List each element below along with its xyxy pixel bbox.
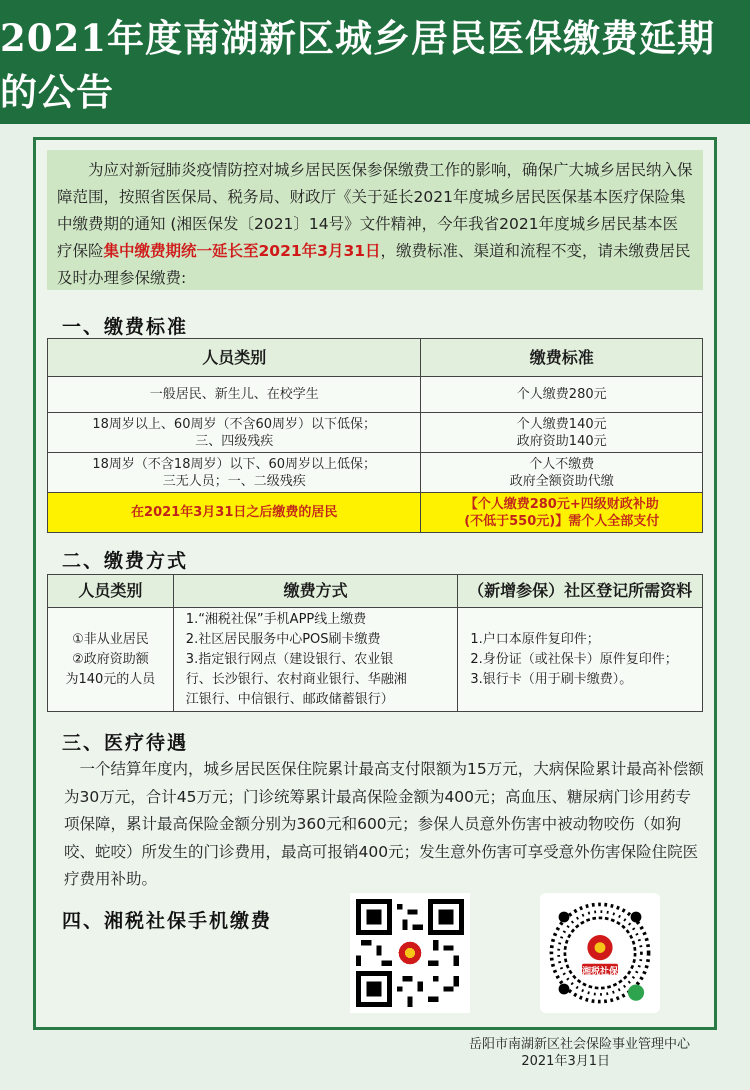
miniprogram-label: 湘税社保 xyxy=(581,967,618,977)
table-header: 缴费方式 xyxy=(173,575,458,608)
standard-cell: 个人缴费140元 政府资助140元 xyxy=(421,413,703,453)
table-header: （新增参保）社区登记所需资料 xyxy=(458,575,703,608)
footer xyxy=(390,1036,690,1070)
intro-paragraph xyxy=(47,150,703,290)
section2-heading: 二、缴费方式 xyxy=(62,550,189,572)
section4-heading: 四、湘税社保手机缴费 xyxy=(62,910,273,932)
table-row xyxy=(48,453,703,493)
category-cell: 18周岁以上、60周岁（不含60周岁）以下低保； 三、四级残疾 xyxy=(48,413,421,453)
fee-standard-table xyxy=(47,338,703,533)
table-header: 缴费标准 xyxy=(421,339,703,377)
intro-text: 为应对新冠肺炎疫情防控对城乡居民医保参保缴费工作的影响，确保广大城乡居民纳入保障范围，按照省医保局、税务局、财政厅《关于延长2021年度城乡居民医保基本医疗保险集中缴费期的通知 (湘医保发〔2021〕14号》文件精神，今年我省2021年度城乡居民基本医疗保险 xyxy=(57,161,693,260)
methods-cell: 1.“湘税社保”手机APP线上缴费 2.社区居民服务中心POS刷卡缴费 3.指定银行网点（建设银行、农业银 行、长沙银行、农村商业银行、华融湘 江银行、中信银行、邮政储蓄银行） xyxy=(173,608,458,712)
standard-cell: 个人不缴费 政府全额资助代缴 xyxy=(421,453,703,493)
standard-cell: 【个人缴费280元+四级财政补助 (不低于550元)】需个人全部支付 xyxy=(421,493,703,533)
table-header: 人员类别 xyxy=(48,575,174,608)
table-row xyxy=(48,377,703,413)
intro-text-end: ，缴费标准、渠道和流程不变，请未缴费居民及时办理参保缴费: xyxy=(57,242,691,287)
category-cell: 一般居民、新生儿、在校学生 xyxy=(48,377,421,413)
page-title: 2021年度南湖新区城乡居民医保缴费延期的公告 xyxy=(0,16,715,114)
category-cell: 18周岁（不含18周岁）以下、60周岁以上低保； 三无人员；一、二级残疾 xyxy=(48,453,421,493)
section3-paragraph: 一个结算年度内，城乡居民医保住院累计最高支付限额为15万元，大病保险累计最高补偿额为30万元，合计45万元；门诊统筹累计最高保险金额为400元；高血压、糖尿病门诊用药专项保障，累计最高保险金额分别为360元和600元；参保人员意外伤害中被动物咬伤（如狗咬、蛇咬）所发生的门诊费用，最高可报销400元；发生意外伤害可享受意外伤害保险住院医疗费用补助。 xyxy=(64,760,704,888)
issue-date: 2021年3月1日 xyxy=(521,1054,610,1069)
table-header: 人员类别 xyxy=(48,339,421,377)
title-banner xyxy=(0,0,750,124)
table-header-row xyxy=(48,339,703,377)
table-header-row xyxy=(48,575,703,608)
miniprogram-code-icon[interactable] xyxy=(540,893,660,1013)
payment-method-table xyxy=(47,574,703,712)
category-cell: ①非从业居民 ②政府资助额 为140元的人员 xyxy=(48,608,174,712)
section1-heading: 一、缴费标准 xyxy=(62,316,189,338)
materials-cell: 1.户口本原件复印件； 2.身份证（或社保卡）原件复印件； 3.银行卡（用于刷卡缴费）。 xyxy=(458,608,703,712)
issuing-organization: 岳阳市南湖新区社会保险事业管理中心 xyxy=(468,1037,690,1052)
table-row xyxy=(48,608,703,712)
section3-heading: 三、医疗待遇 xyxy=(62,732,189,754)
standard-cell: 个人缴费280元 xyxy=(421,377,703,413)
table-row xyxy=(48,413,703,453)
category-cell: 在2021年3月31日之后缴费的居民 xyxy=(48,493,421,533)
intro-highlight: 集中缴费期统一延长至2021年3月31日 xyxy=(103,242,381,260)
table-row-highlight xyxy=(48,493,703,533)
qr-code-icon[interactable] xyxy=(350,893,470,1013)
